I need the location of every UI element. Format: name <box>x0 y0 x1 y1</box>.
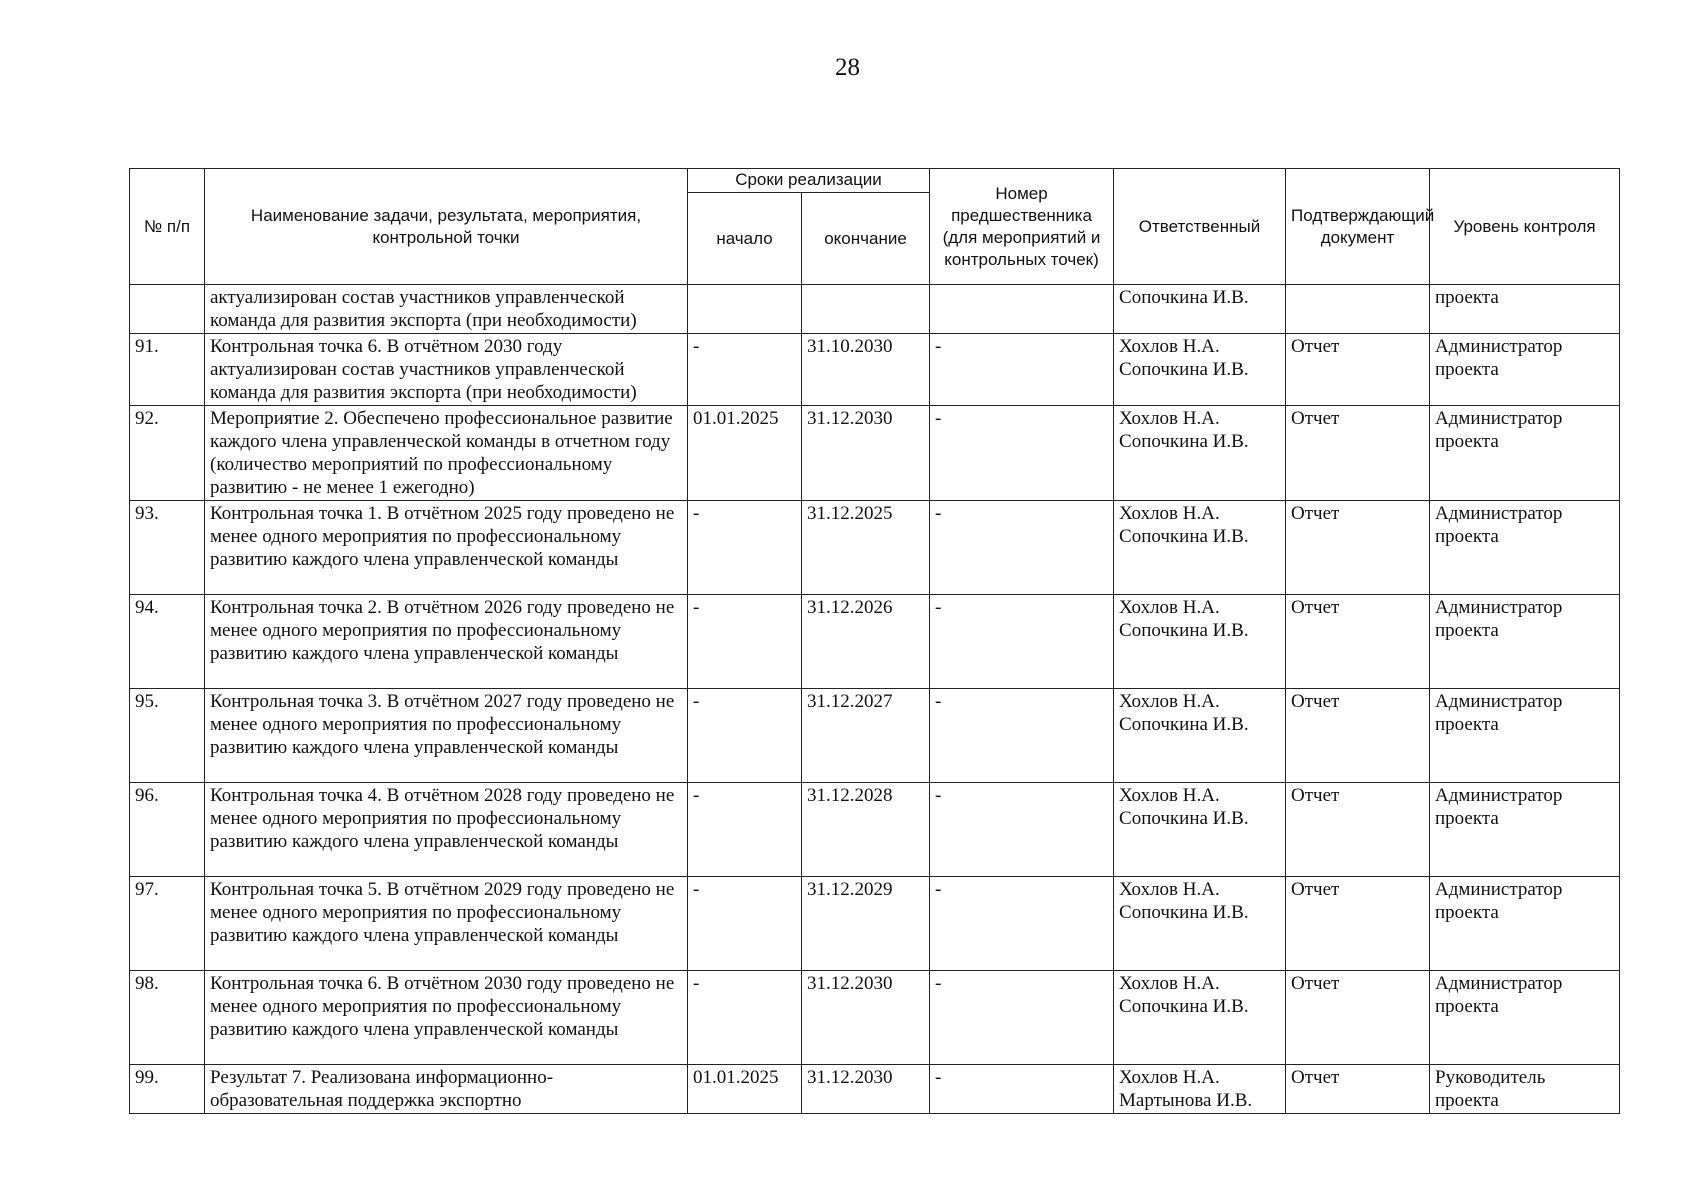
table-header <box>130 169 1620 285</box>
table-row <box>130 406 1620 501</box>
cell-predecessor: - <box>930 971 1114 1065</box>
cell-start: - <box>688 334 802 406</box>
cell-name: Результат 7. Реализована информационно-образовательная поддержка экспортно <box>205 1065 688 1114</box>
cell-num: 96. <box>130 783 205 877</box>
cell-predecessor: - <box>930 1065 1114 1114</box>
header-responsible: Ответственный <box>1114 169 1286 285</box>
cell-control: проекта <box>1430 285 1620 334</box>
cell-name: Контрольная точка 6. В отчётном 2030 году актуализирован состав участников управленческой команда для развития экспорта (при необходимости) <box>205 334 688 406</box>
cell-name: Контрольная точка 3. В отчётном 2027 году проведено не менее одного мероприятия по профессиональному развитию каждого члена управленческой команды <box>205 689 688 783</box>
cell-predecessor: - <box>930 595 1114 689</box>
cell-control: Администратор проекта <box>1430 971 1620 1065</box>
cell-responsible: Хохлов Н.А. Сопочкина И.В. <box>1114 877 1286 971</box>
cell-start: - <box>688 501 802 595</box>
cell-responsible: Хохлов Н.А. Сопочкина И.В. <box>1114 595 1286 689</box>
cell-num: 98. <box>130 971 205 1065</box>
cell-num: 92. <box>130 406 205 501</box>
cell-start: 01.01.2025 <box>688 1065 802 1114</box>
cell-responsible: Хохлов Н.А. Сопочкина И.В. <box>1114 783 1286 877</box>
cell-start: 01.01.2025 <box>688 406 802 501</box>
cell-predecessor <box>930 285 1114 334</box>
cell-start <box>688 285 802 334</box>
table-row <box>130 877 1620 971</box>
cell-control: Администратор проекта <box>1430 406 1620 501</box>
cell-start: - <box>688 783 802 877</box>
table-row <box>130 285 1620 334</box>
header-start: начало <box>688 193 802 285</box>
cell-end: 31.12.2028 <box>802 783 930 877</box>
cell-document: Отчет <box>1286 595 1430 689</box>
cell-num: 97. <box>130 877 205 971</box>
cell-predecessor: - <box>930 877 1114 971</box>
cell-start: - <box>688 877 802 971</box>
cell-document: Отчет <box>1286 501 1430 595</box>
cell-num <box>130 285 205 334</box>
cell-num: 95. <box>130 689 205 783</box>
cell-predecessor: - <box>930 689 1114 783</box>
cell-name: Контрольная точка 4. В отчётном 2028 году проведено не менее одного мероприятия по профессиональному развитию каждого члена управленческой команды <box>205 783 688 877</box>
cell-num: 94. <box>130 595 205 689</box>
cell-responsible: Хохлов Н.А. Сопочкина И.В. <box>1114 689 1286 783</box>
header-end: окончание <box>802 193 930 285</box>
cell-name: Мероприятие 2. Обеспечено профессиональное развитие каждого члена управленческой команды в отчетном году (количество мероприятий по профессиональному развитию - не менее 1 ежегодно) <box>205 406 688 501</box>
cell-end: 31.12.2030 <box>802 971 930 1065</box>
cell-end: 31.12.2030 <box>802 406 930 501</box>
cell-name: актуализирован состав участников управленческой команда для развития экспорта (при необходимости) <box>205 285 688 334</box>
table-row <box>130 1065 1620 1114</box>
cell-predecessor: - <box>930 334 1114 406</box>
table-row <box>130 595 1620 689</box>
cell-document: Отчет <box>1286 783 1430 877</box>
header-document: Подтверждающий документ <box>1286 169 1430 285</box>
cell-num: 99. <box>130 1065 205 1114</box>
cell-name: Контрольная точка 6. В отчётном 2030 году проведено не менее одного мероприятия по профессиональному развитию каждого члена управленческой команды <box>205 971 688 1065</box>
cell-document: Отчет <box>1286 334 1430 406</box>
cell-end: 31.12.2025 <box>802 501 930 595</box>
cell-name: Контрольная точка 5. В отчётном 2029 году проведено не менее одного мероприятия по профессиональному развитию каждого члена управленческой команды <box>205 877 688 971</box>
cell-control: Администратор проекта <box>1430 334 1620 406</box>
cell-end: 31.12.2030 <box>802 1065 930 1114</box>
cell-predecessor: - <box>930 501 1114 595</box>
cell-document: Отчет <box>1286 971 1430 1065</box>
project-plan-table <box>129 168 1620 1114</box>
cell-responsible: Хохлов Н.А. Сопочкина И.В. <box>1114 971 1286 1065</box>
cell-start: - <box>688 689 802 783</box>
header-name: Наименование задачи, результата, мероприятия, контрольной точки <box>205 169 688 285</box>
cell-predecessor: - <box>930 783 1114 877</box>
cell-responsible: Хохлов Н.А. Сопочкина И.В. <box>1114 406 1286 501</box>
cell-document: Отчет <box>1286 406 1430 501</box>
table-body <box>130 285 1620 1114</box>
cell-control: Администратор проекта <box>1430 877 1620 971</box>
cell-responsible: Сопочкина И.В. <box>1114 285 1286 334</box>
cell-document: Отчет <box>1286 689 1430 783</box>
cell-responsible: Хохлов Н.А. Мартынова И.В. <box>1114 1065 1286 1114</box>
cell-responsible: Хохлов Н.А. Сопочкина И.В. <box>1114 501 1286 595</box>
header-predecessor: Номер предшественника (для мероприятий и контрольных точек) <box>930 169 1114 285</box>
cell-end: 31.12.2029 <box>802 877 930 971</box>
cell-control: Администратор проекта <box>1430 595 1620 689</box>
cell-name: Контрольная точка 1. В отчётном 2025 году проведено не менее одного мероприятия по профессиональному развитию каждого члена управленческой команды <box>205 501 688 595</box>
cell-name: Контрольная точка 2. В отчётном 2026 году проведено не менее одного мероприятия по профессиональному развитию каждого члена управленческой команды <box>205 595 688 689</box>
cell-end <box>802 285 930 334</box>
cell-start: - <box>688 595 802 689</box>
cell-control: Администратор проекта <box>1430 501 1620 595</box>
cell-control: Администратор проекта <box>1430 783 1620 877</box>
cell-document: Отчет <box>1286 1065 1430 1114</box>
table-row <box>130 783 1620 877</box>
cell-control: Руководитель проекта <box>1430 1065 1620 1114</box>
table-row <box>130 971 1620 1065</box>
cell-document <box>1286 285 1430 334</box>
cell-document: Отчет <box>1286 877 1430 971</box>
header-num: № п/п <box>130 169 205 285</box>
table-row <box>130 334 1620 406</box>
table-row <box>130 689 1620 783</box>
table-row <box>130 501 1620 595</box>
cell-responsible: Хохлов Н.А. Сопочкина И.В. <box>1114 334 1286 406</box>
cell-num: 91. <box>130 334 205 406</box>
page-number: 28 <box>835 54 860 81</box>
cell-end: 31.12.2027 <box>802 689 930 783</box>
cell-end: 31.12.2026 <box>802 595 930 689</box>
cell-control: Администратор проекта <box>1430 689 1620 783</box>
cell-start: - <box>688 971 802 1065</box>
cell-end: 31.10.2030 <box>802 334 930 406</box>
cell-predecessor: - <box>930 406 1114 501</box>
header-control: Уровень контроля <box>1430 169 1620 285</box>
header-period: Сроки реализации <box>688 169 930 193</box>
cell-num: 93. <box>130 501 205 595</box>
